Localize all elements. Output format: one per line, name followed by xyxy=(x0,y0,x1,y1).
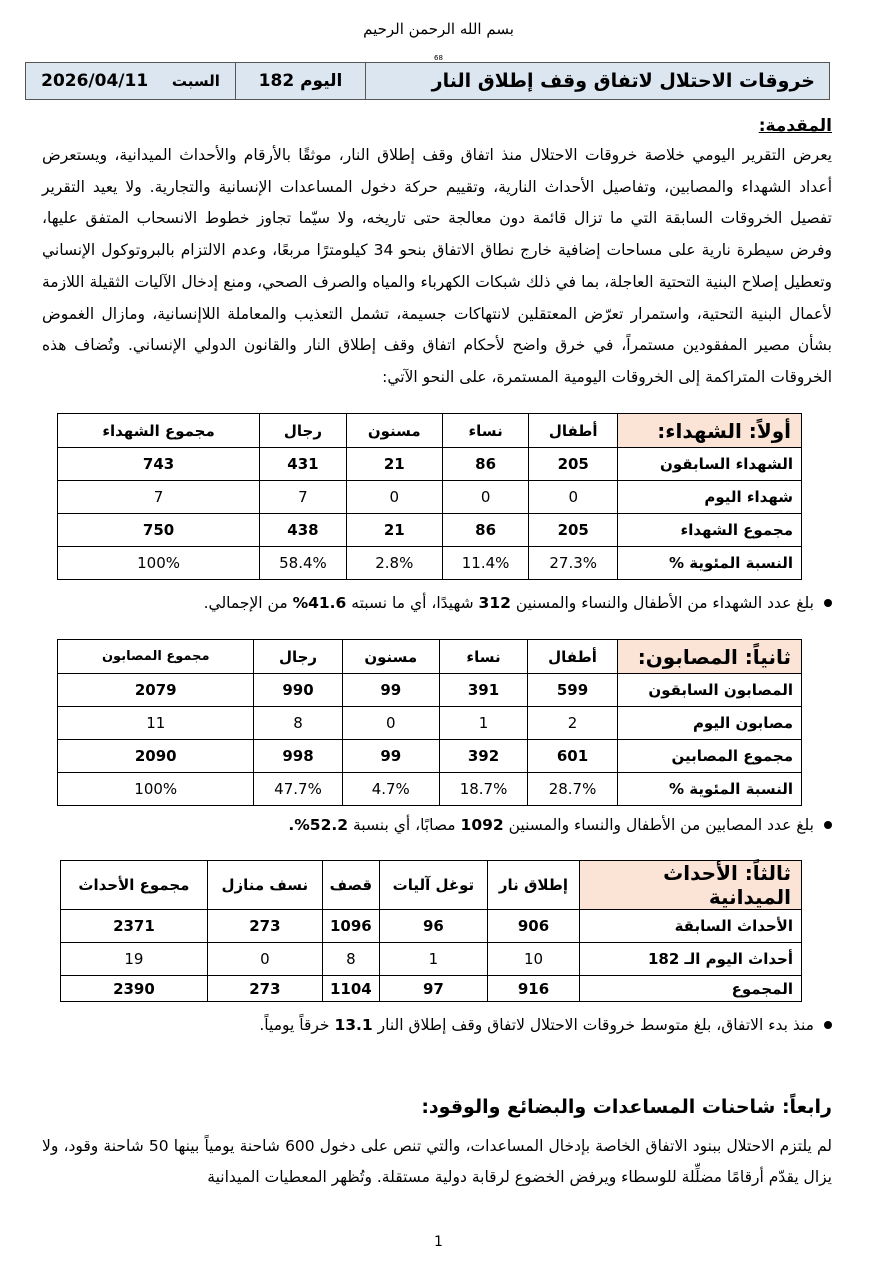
column-header: مجموع الأحداث xyxy=(61,861,208,910)
page-number: 1 xyxy=(434,1234,443,1250)
basmala: بسم الله الرحمن الرحيم xyxy=(363,20,514,38)
martyrs-section-title: أولاً: الشهداء: xyxy=(618,414,802,448)
table-cell: 392 xyxy=(440,740,528,773)
column-header: أطفال xyxy=(528,640,618,674)
table-row xyxy=(58,707,802,740)
table-cell: 916 xyxy=(487,976,579,1002)
table-cell: 2090 xyxy=(58,740,254,773)
note-text: مصابًا، أي بنسبة xyxy=(352,816,456,834)
table-cell: 1 xyxy=(379,943,487,976)
table-cell: 7 xyxy=(260,481,347,514)
table-cell: 990 xyxy=(254,674,342,707)
column-header: مجموع المصابون xyxy=(58,640,254,674)
table-row xyxy=(61,910,802,943)
table-cell: 438 xyxy=(260,514,347,547)
note-text: بلغ عدد الشهداء من الأطفال والنساء والمسنين xyxy=(515,594,814,612)
table-cell: 273 xyxy=(207,910,322,943)
bullet-icon xyxy=(824,1021,832,1029)
table-cell: 18.7% xyxy=(440,773,528,806)
column-header: رجال xyxy=(254,640,342,674)
table-cell: 11 xyxy=(58,707,254,740)
table-cell: 21 xyxy=(346,448,442,481)
report-header xyxy=(25,62,830,100)
bullet-icon xyxy=(824,821,832,829)
events-table xyxy=(60,860,802,1002)
table-row xyxy=(58,674,802,707)
table-cell: 2079 xyxy=(58,674,254,707)
section-name: الأحداث الميدانية xyxy=(663,861,791,909)
table-row xyxy=(61,943,802,976)
column-header: أطفال xyxy=(529,414,618,448)
section-prefix: أولاً xyxy=(756,418,791,443)
table-cell: 19 xyxy=(61,943,208,976)
table-cell: 0 xyxy=(342,707,440,740)
injured-section-title: ثانياً: المصابون: xyxy=(618,640,802,674)
section-name: المصابون xyxy=(645,644,738,669)
table-cell: 599 xyxy=(528,674,618,707)
table-cell: 0 xyxy=(207,943,322,976)
report-date: 2026/04/11 xyxy=(41,71,149,91)
table-cell: 8 xyxy=(254,707,342,740)
table-cell: 99 xyxy=(342,740,440,773)
row-label: مجموع الشهداء xyxy=(618,514,802,547)
table-cell: 86 xyxy=(442,448,529,481)
table-cell: 2371 xyxy=(61,910,208,943)
table-cell: 2 xyxy=(528,707,618,740)
day-number: اليوم 182 xyxy=(236,63,366,100)
column-header: نساء xyxy=(440,640,528,674)
table-cell: 8 xyxy=(322,943,379,976)
note-number: 312 xyxy=(478,594,511,612)
report-title: خروقات الاحتلال لاتفاق وقف إطلاق النار xyxy=(366,63,830,100)
table-row xyxy=(58,773,802,806)
table-row xyxy=(58,740,802,773)
note-text: خرقاً يومياً. xyxy=(259,1016,330,1034)
column-header: توغل آليات xyxy=(379,861,487,910)
table-cell: 0 xyxy=(346,481,442,514)
table-cell: 86 xyxy=(442,514,529,547)
table-cell: 273 xyxy=(207,976,322,1002)
table-cell: 0 xyxy=(442,481,529,514)
table-cell: 1096 xyxy=(322,910,379,943)
table-cell: 205 xyxy=(529,448,618,481)
row-label: أحداث اليوم الـ 182 xyxy=(580,943,802,976)
bullet-icon xyxy=(824,599,832,607)
table-cell: 750 xyxy=(58,514,260,547)
table-cell: 2.8% xyxy=(346,547,442,580)
column-header: نسف منازل xyxy=(207,861,322,910)
table-cell: 96 xyxy=(379,910,487,943)
table-row xyxy=(61,976,802,1002)
injured-table xyxy=(57,639,802,806)
row-label: المصابون السابقون xyxy=(618,674,802,707)
note-percent: 41.6% xyxy=(292,594,347,612)
table-cell: 2390 xyxy=(61,976,208,1002)
row-label: مصابون اليوم xyxy=(618,707,802,740)
table-row xyxy=(58,514,802,547)
table-cell: 4.7% xyxy=(342,773,440,806)
table-cell: 205 xyxy=(529,514,618,547)
row-label: النسبة المئوية % xyxy=(618,547,802,580)
row-label: الشهداء السابقون xyxy=(618,448,802,481)
martyrs-note xyxy=(204,594,832,612)
table-cell: 27.3% xyxy=(529,547,618,580)
table-cell: 100% xyxy=(58,773,254,806)
row-label: شهداء اليوم xyxy=(618,481,802,514)
table-cell: 906 xyxy=(487,910,579,943)
table-row xyxy=(58,448,802,481)
table-row xyxy=(58,547,802,580)
section-prefix: ثانياً xyxy=(752,644,791,669)
column-header: مسنون xyxy=(346,414,442,448)
column-header: نساء xyxy=(442,414,529,448)
column-header: مسنون xyxy=(342,640,440,674)
note-text: منذ بدء الاتفاق، بلغ متوسط خروقات الاحتلال لاتفاق وقف إطلاق النار xyxy=(377,1016,814,1034)
injured-note xyxy=(288,816,832,834)
table-cell: 431 xyxy=(260,448,347,481)
column-header: رجال xyxy=(260,414,347,448)
table-cell: 10 xyxy=(487,943,579,976)
table-cell: 97 xyxy=(379,976,487,1002)
table-cell: 7 xyxy=(58,481,260,514)
table-cell: 99 xyxy=(342,674,440,707)
table-cell: 28.7% xyxy=(528,773,618,806)
table-cell: 998 xyxy=(254,740,342,773)
column-header: إطلاق نار xyxy=(487,861,579,910)
events-note xyxy=(259,1016,832,1034)
martyrs-table xyxy=(57,413,802,580)
weekday: السبت xyxy=(171,72,220,90)
note-number: 13.1 xyxy=(334,1016,373,1034)
table-cell: 21 xyxy=(346,514,442,547)
table-row xyxy=(58,481,802,514)
row-label: المجموع xyxy=(580,976,802,1002)
table-cell: 11.4% xyxy=(442,547,529,580)
note-percent: 52.2%. xyxy=(288,816,349,834)
table-cell: 58.4% xyxy=(260,547,347,580)
table-cell: 601 xyxy=(528,740,618,773)
row-label: مجموع المصابين xyxy=(618,740,802,773)
aid-heading: رابعاً: شاحنات المساعدات والبضائع والوقود: xyxy=(421,1096,832,1118)
note-number: 1092 xyxy=(460,816,504,834)
table-cell: 47.7% xyxy=(254,773,342,806)
column-header: مجموع الشهداء xyxy=(58,414,260,448)
table-cell: 1 xyxy=(440,707,528,740)
column-header: قصف xyxy=(322,861,379,910)
table-cell: 1104 xyxy=(322,976,379,1002)
table-cell: 743 xyxy=(58,448,260,481)
section-name: الشهداء xyxy=(665,418,742,443)
note-text: شهيدًا، أي ما نسبته xyxy=(351,594,474,612)
row-label: النسبة المئوية % xyxy=(618,773,802,806)
table-cell: 0 xyxy=(529,481,618,514)
section-prefix: ثالثاً xyxy=(752,861,791,885)
note-text: من الإجمالي. xyxy=(203,594,288,612)
row-label: الأحداث السابقة xyxy=(580,910,802,943)
small-page-mark: 68 xyxy=(434,54,443,62)
table-cell: 100% xyxy=(58,547,260,580)
intro-paragraph: يعرض التقرير اليومي خلاصة خروقات الاحتلال منذ اتفاق وقف إطلاق النار، موثقًا بالأرقام والأحداث الميدانية، ويستعرض أعداد الشهداء والمصابين، وتفاصيل الأحداث النارية، وتقييم حركة دخول المساعدات الإنسانية والتجارية. ولا يعيد التقرير تفصيل الخروقات السابقة التي ما تزال قائمة دون معالجة حتى تاريخه، ولا سيّما تجاوز خطوط الانسحاب المتفق عليها، وفرض سيطرة نارية على مساحات إضافية خارج نطاق الاتفاق بنحو 34 كيلومترًا مربعًا، وعدم الالتزام بالبروتوكول الإنساني وتعطيل إصلاح البنية التحتية العاجلة، بما في ذلك شبكات الكهرباء والمياه والصرف الصحي، ومنع إدخال الآليات الثقيلة اللازمة لأعمال البنية التحتية، واستمرار تعرّض المعتقلين لانتهاكات جسيمة، تشمل التعذيب والمعاملة اللاإنسانية، ومازال الغموض بشأن مصير المفقودين مستمراً، في خرق واضح لأحكام اتفاق وقف إطلاق النار والقانون الدولي الإنساني. وتُضاف هذه الخروقات المتراكمة إلى الخروقات اليومية المستمرة، على النحو الآتي: xyxy=(42,146,833,386)
table-cell: 391 xyxy=(440,674,528,707)
events-section-title: ثالثاً: الأحداث الميدانية xyxy=(580,861,802,910)
intro-heading: المقدمة: xyxy=(758,116,832,136)
aid-paragraph: لم يلتزم الاحتلال ببنود الاتفاق الخاصة بإدخال المساعدات، والتي تنص على دخول 600 شاحنة يومياً بينها 50 شاحنة وقود، ولا يزال يقدّم أرقامًا مضلِّلة للوسطاء ويرفض الخضوع لرقابة دولية مستقلة. وتُظهر المعطيات الميدانية xyxy=(42,1137,833,1186)
note-text: بلغ عدد المصابين من الأطفال والنساء والمسنين xyxy=(508,816,814,834)
report-date-cell xyxy=(26,63,236,100)
